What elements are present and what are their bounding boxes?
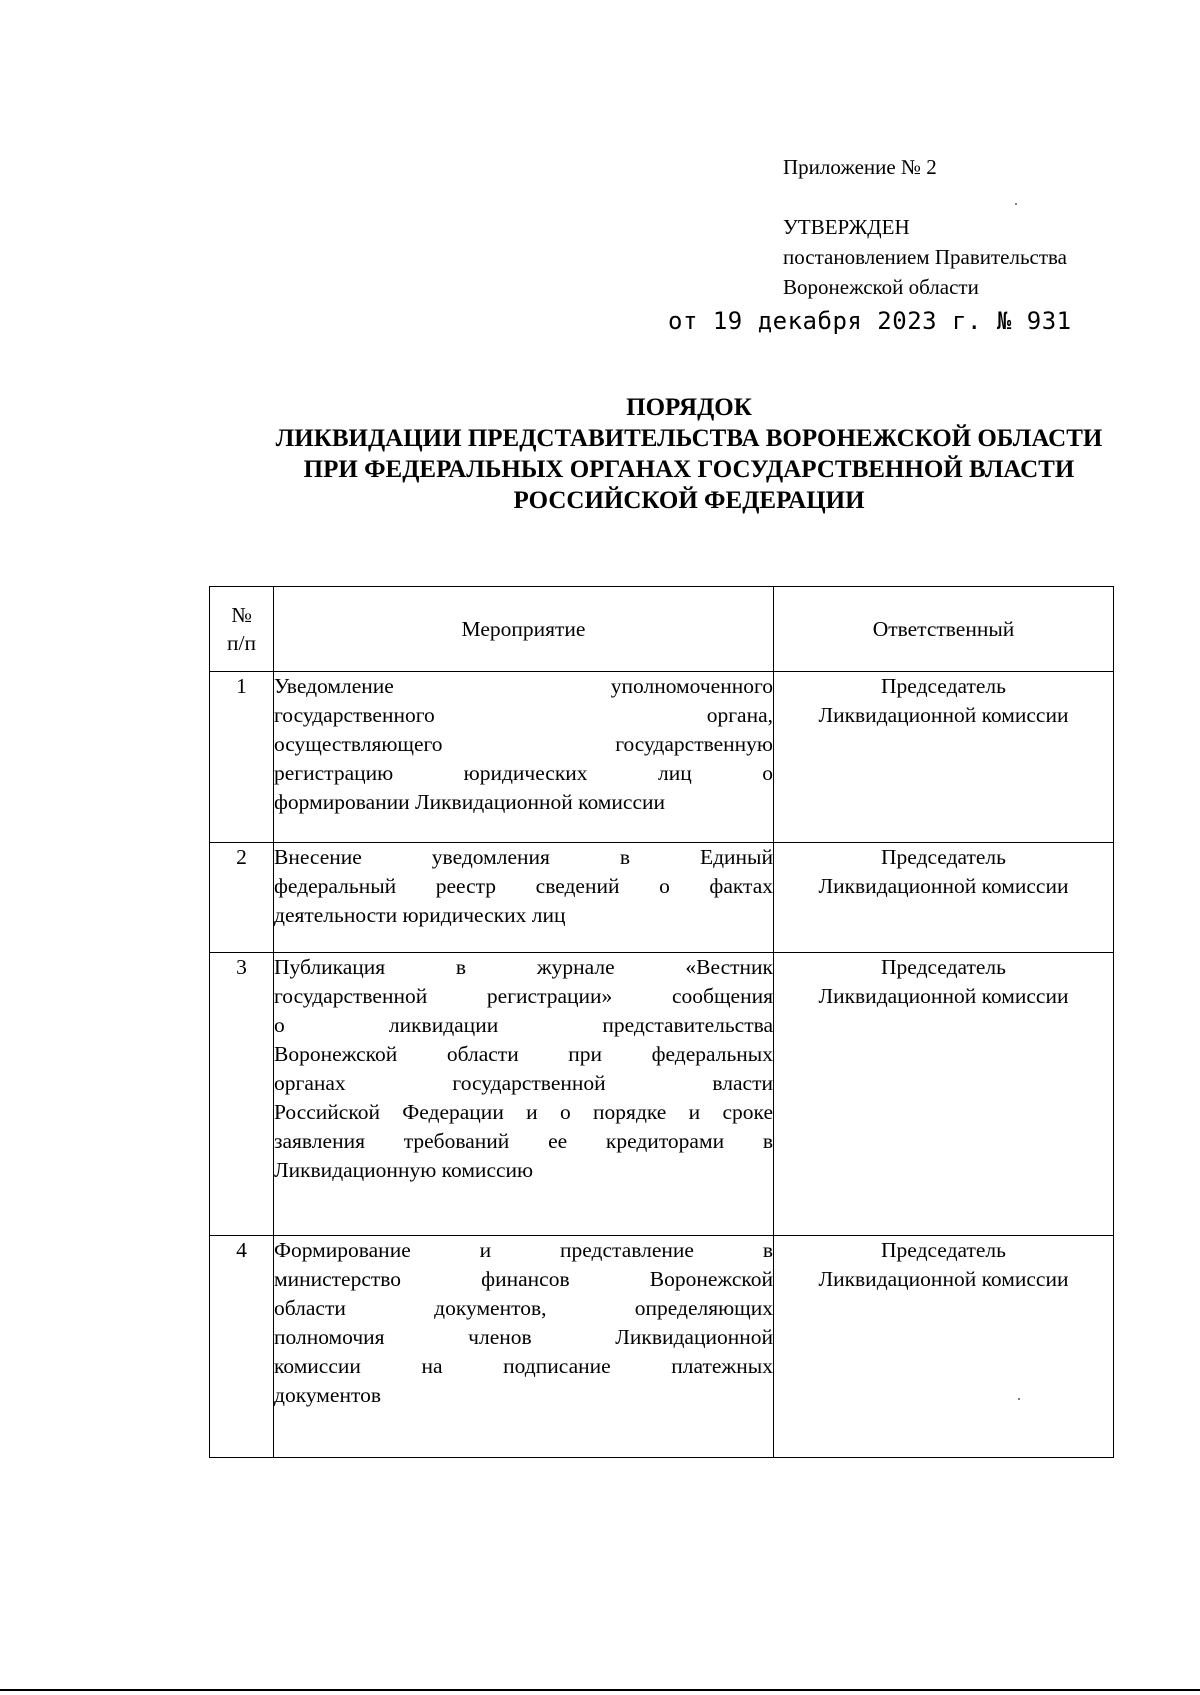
row-responsible	[774, 843, 1114, 953]
approved-label: УТВЕРЖДЕН	[783, 215, 910, 239]
approved-by-line-1: постановлением Правительства	[783, 245, 1068, 269]
decree-date-number: от 19 декабря 2023 г. № 931	[668, 307, 1072, 335]
row-number: 4	[210, 1236, 274, 1458]
table-header-row	[210, 587, 1114, 672]
event-text-line: министерство финансов Воронежской	[274, 1267, 773, 1291]
event-text-line: Уведомление уполномоченного	[274, 674, 773, 698]
measures-table	[209, 586, 1114, 1458]
document-title	[150, 392, 1200, 516]
table-row	[210, 672, 1114, 843]
table-body	[210, 672, 1114, 1458]
responsible-line-1: Председатель	[881, 845, 1006, 869]
responsible-line-1: Председатель	[881, 674, 1006, 698]
row-number: 2	[210, 843, 274, 953]
title-line-3: ПРИ ФЕДЕРАЛЬНЫХ ОРГАНАХ ГОСУДАРСТВЕННОЙ ВЛАСТИ	[303, 456, 1075, 483]
row-event	[274, 953, 774, 1236]
event-text-line: государственного органа,	[274, 703, 773, 727]
responsible-line-2: Ликвидационной комиссии	[818, 874, 1069, 898]
page-bottom-rule	[0, 1689, 1200, 1691]
responsible-line-2: Ликвидационной комиссии	[818, 703, 1069, 727]
table-row	[210, 843, 1114, 953]
event-text-line: органах государственной власти	[274, 1071, 773, 1095]
row-responsible	[774, 1236, 1114, 1458]
title-line-1: ПОРЯДОК	[626, 394, 752, 421]
responsible-line-1: Председатель	[881, 955, 1006, 979]
event-text-line: комиссии на подписание платежных	[274, 1354, 773, 1378]
row-responsible	[774, 953, 1114, 1236]
approved-by-line-2: Воронежской области	[783, 275, 979, 299]
event-text-line: федеральный реестр сведений о фактах	[274, 874, 773, 898]
event-text-line: формировании Ликвидационной комиссии	[274, 790, 665, 814]
event-text-line: государственной регистрации» сообщения	[274, 984, 773, 1008]
row-event	[274, 843, 774, 953]
row-number: 1	[210, 672, 274, 843]
event-text-line: Российской Федерации и о порядке и сроке	[274, 1100, 773, 1124]
event-text-line: регистрацию юридических лиц о	[274, 761, 773, 785]
column-header-number	[210, 587, 274, 672]
event-text-line: полномочия членов Ликвидационной	[274, 1325, 773, 1349]
scan-speck	[1018, 1398, 1020, 1400]
event-text-line: Ликвидационную комиссию	[274, 1158, 534, 1182]
event-text-line: Формирование и представление в	[274, 1238, 773, 1262]
event-text-line: Публикация в журнале «Вестник	[274, 955, 773, 979]
title-line-2: ЛИКВИДАЦИИ ПРЕДСТАВИТЕЛЬСТВА ВОРОНЕЖСКОЙ ОБЛАСТИ	[275, 425, 1103, 452]
event-text-line: о ликвидации представительства	[274, 1013, 773, 1037]
event-text-line: осуществляющего государственную	[274, 732, 773, 756]
scan-speck	[1015, 203, 1017, 205]
responsible-line-2: Ликвидационной комиссии	[818, 984, 1069, 1008]
table-row	[210, 953, 1114, 1236]
event-text-line: деятельности юридических лиц	[274, 903, 566, 927]
row-responsible	[774, 672, 1114, 843]
event-text-line: Внесение уведомления в Единый	[274, 845, 773, 869]
column-header-number-line-2: п/п	[227, 631, 256, 655]
row-event	[274, 1236, 774, 1458]
column-header-event: Мероприятие	[274, 587, 774, 672]
column-header-responsible: Ответственный	[774, 587, 1114, 672]
event-text-line: Воронежской области при федеральных	[274, 1042, 773, 1066]
responsible-line-2: Ликвидационной комиссии	[818, 1267, 1069, 1291]
column-header-number-line-1: №	[231, 603, 252, 627]
responsible-line-1: Председатель	[881, 1238, 1006, 1262]
event-text-line: области документов, определяющих	[274, 1296, 773, 1320]
appendix-label: Приложение № 2	[783, 155, 937, 179]
table-row	[210, 1236, 1114, 1458]
row-event	[274, 672, 774, 843]
event-text-line: документов	[274, 1383, 381, 1407]
row-number: 3	[210, 953, 274, 1236]
title-line-4: РОССИЙСКОЙ ФЕДЕРАЦИИ	[513, 487, 865, 514]
event-text-line: заявления требований ее кредиторами в	[274, 1129, 773, 1153]
approval-block	[783, 152, 1067, 302]
